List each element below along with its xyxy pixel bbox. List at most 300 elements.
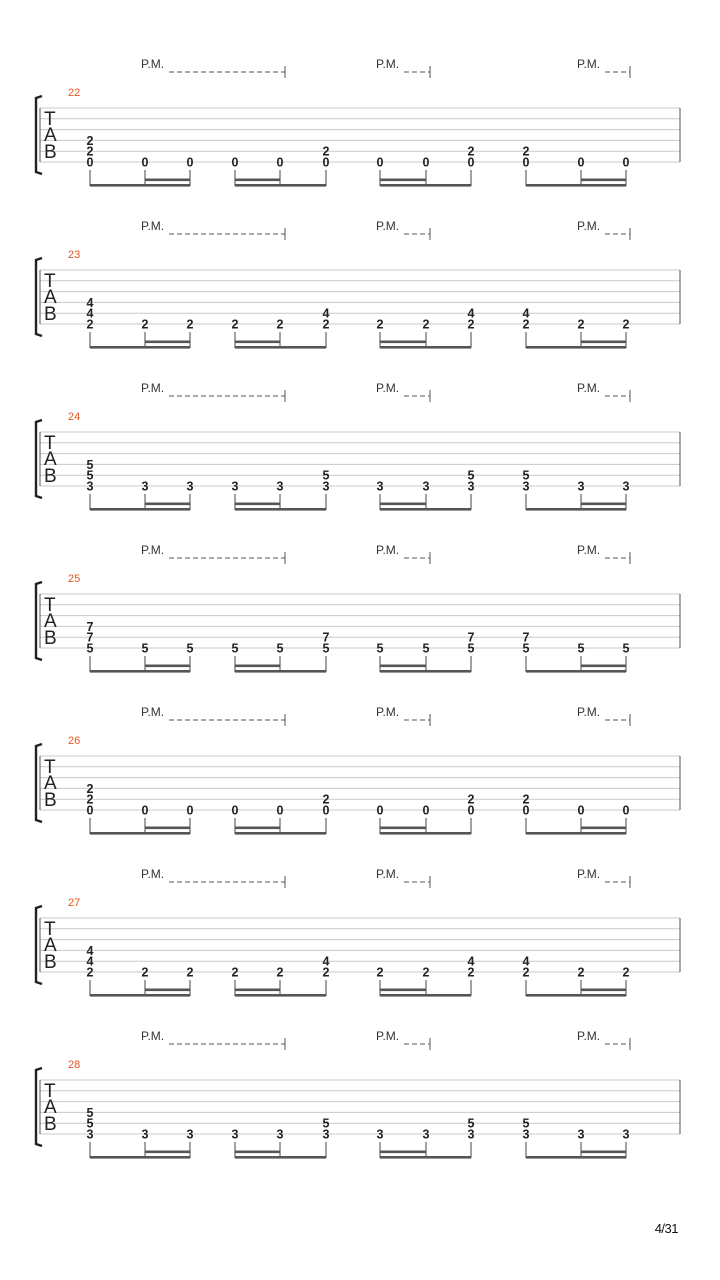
beam [526, 184, 626, 187]
fret-number: 4 [86, 943, 94, 958]
fret-number: 5 [86, 1105, 94, 1120]
tab-clef-letter: B [44, 1114, 57, 1135]
fret-number: 5 [522, 1116, 530, 1131]
sixteenth-beam [145, 503, 190, 506]
note-column [323, 145, 330, 186]
sixteenth-beam [235, 665, 280, 668]
beam [526, 832, 626, 835]
fret-number: 5 [577, 641, 585, 656]
palm-mute-label: P.M. [577, 705, 601, 719]
fret-number: 3 [141, 479, 149, 494]
palm-mute-marking [141, 219, 285, 240]
sixteenth-beam [380, 989, 426, 992]
tab-clef-letter: A [44, 773, 57, 794]
beam [526, 508, 626, 511]
note-column [623, 156, 630, 187]
note-column [87, 458, 94, 510]
fret-number: 3 [322, 479, 330, 494]
fret-number: 4 [467, 306, 475, 321]
note-column [423, 804, 430, 835]
tab-clef-letter: T [44, 595, 56, 616]
sixteenth-beam [235, 341, 280, 344]
fret-number: 2 [86, 965, 94, 980]
sixteenth-beam [581, 827, 626, 830]
fret-number: 0 [422, 803, 430, 818]
palm-mute-label: P.M. [376, 381, 400, 395]
fret-number: 0 [376, 803, 384, 818]
sixteenth-beam [380, 1151, 426, 1154]
sixteenth-beam [235, 503, 280, 506]
fret-number: 5 [422, 641, 430, 656]
note-column [323, 1117, 330, 1158]
palm-mute-label: P.M. [577, 543, 601, 557]
note-column [187, 804, 194, 835]
sixteenth-beam [145, 341, 190, 344]
beam [235, 346, 326, 349]
tab-clef-letter: T [44, 1081, 56, 1102]
fret-number: 5 [186, 641, 194, 656]
note-column [377, 1128, 384, 1159]
fret-number: 4 [467, 954, 475, 969]
fret-number: 7 [522, 630, 530, 645]
fret-number: 2 [86, 317, 94, 332]
fret-number: 5 [322, 468, 330, 483]
tab-clef-letter: B [44, 628, 57, 649]
note-column [377, 156, 384, 187]
note-column [232, 1128, 239, 1159]
fret-number: 2 [422, 317, 430, 332]
fret-number: 2 [622, 317, 630, 332]
fret-number: 2 [231, 317, 239, 332]
note-column [187, 480, 194, 511]
fret-number: 2 [276, 317, 284, 332]
fret-number: 2 [322, 144, 330, 159]
fret-number: 3 [186, 1127, 194, 1142]
fret-number: 2 [141, 965, 149, 980]
fret-number: 0 [231, 803, 239, 818]
palm-mute-label: P.M. [577, 57, 601, 71]
palm-mute-marking [141, 57, 285, 78]
tab-clef-letter: T [44, 271, 56, 292]
note-column [578, 156, 585, 187]
fret-number: 2 [467, 317, 475, 332]
note-column [187, 1128, 194, 1159]
note-column [377, 966, 384, 997]
fret-number: 4 [522, 954, 530, 969]
note-column [623, 642, 630, 673]
fret-number: 0 [276, 155, 284, 170]
note-column [377, 480, 384, 511]
palm-mute-marking [376, 543, 430, 564]
note-column [87, 944, 94, 996]
tab-clef-letter: T [44, 757, 56, 778]
note-column [277, 318, 284, 349]
note-column [232, 804, 239, 835]
sixteenth-beam [581, 989, 626, 992]
palm-mute-marking [577, 1029, 630, 1050]
palm-mute-label: P.M. [376, 705, 400, 719]
note-column [142, 156, 149, 187]
fret-number: 2 [186, 965, 194, 980]
note-column [523, 145, 530, 186]
note-column [142, 480, 149, 511]
note-column [87, 782, 94, 834]
palm-mute-label: P.M. [577, 867, 601, 881]
fret-number: 4 [522, 306, 530, 321]
tab-clef-letter: B [44, 952, 57, 973]
fret-number: 3 [522, 1127, 530, 1142]
fret-number: 5 [86, 457, 94, 472]
note-column [578, 318, 585, 349]
note-column [142, 1128, 149, 1159]
note-column [578, 1128, 585, 1159]
fret-number: 3 [141, 1127, 149, 1142]
fret-number: 5 [86, 468, 94, 483]
sixteenth-beam [145, 665, 190, 668]
note-column [377, 642, 384, 673]
note-column [277, 642, 284, 673]
note-column [277, 156, 284, 187]
note-column [323, 793, 330, 834]
note-column [523, 307, 530, 348]
fret-number: 5 [467, 641, 475, 656]
palm-mute-label: P.M. [141, 57, 165, 71]
note-column [523, 793, 530, 834]
fret-number: 2 [422, 965, 430, 980]
fret-number: 5 [522, 641, 530, 656]
fret-number: 2 [467, 792, 475, 807]
beam [526, 994, 626, 997]
fret-number: 3 [231, 1127, 239, 1142]
fret-number: 2 [577, 317, 585, 332]
fret-number: 5 [86, 1116, 94, 1131]
note-column [468, 793, 475, 834]
beam [90, 184, 190, 187]
fret-number: 5 [231, 641, 239, 656]
sixteenth-beam [235, 827, 280, 830]
palm-mute-label: P.M. [376, 219, 400, 233]
beam [380, 994, 471, 997]
palm-mute-marking [577, 57, 630, 78]
note-column [277, 804, 284, 835]
note-column [423, 156, 430, 187]
note-column [232, 966, 239, 997]
beam [235, 508, 326, 511]
sixteenth-beam [581, 1151, 626, 1154]
fret-number: 5 [276, 641, 284, 656]
fret-number: 2 [86, 781, 94, 796]
fret-number: 0 [467, 155, 475, 170]
note-column [87, 1106, 94, 1158]
beam [235, 994, 326, 997]
beam [235, 832, 326, 835]
fret-number: 0 [522, 803, 530, 818]
sixteenth-beam [380, 503, 426, 506]
sixteenth-beam [380, 665, 426, 668]
fret-number: 2 [622, 965, 630, 980]
beam [90, 346, 190, 349]
tab-clef-letter: A [44, 611, 57, 632]
palm-mute-marking [577, 219, 630, 240]
note-column [468, 469, 475, 510]
fret-number: 7 [467, 630, 475, 645]
tab-clef-letter: T [44, 433, 56, 454]
fret-number: 0 [467, 803, 475, 818]
fret-number: 3 [422, 479, 430, 494]
fret-number: 4 [86, 954, 94, 969]
fret-number: 2 [86, 144, 94, 159]
fret-number: 0 [322, 155, 330, 170]
note-column [423, 318, 430, 349]
fret-number: 2 [322, 317, 330, 332]
beam [235, 1156, 326, 1159]
fret-number: 5 [141, 641, 149, 656]
fret-number: 4 [322, 954, 330, 969]
beam [380, 670, 471, 673]
fret-number: 2 [376, 317, 384, 332]
tab-system [36, 867, 680, 997]
sixteenth-beam [235, 179, 280, 182]
fret-number: 5 [376, 641, 384, 656]
measure-number: 25 [68, 573, 81, 585]
note-column [142, 804, 149, 835]
note-column [578, 642, 585, 673]
note-column [377, 804, 384, 835]
palm-mute-marking [577, 705, 630, 726]
fret-number: 0 [186, 155, 194, 170]
page-number: 4/31 [654, 1221, 678, 1236]
note-column [142, 318, 149, 349]
palm-mute-marking [577, 381, 630, 402]
measure-number: 22 [68, 87, 81, 99]
note-column [87, 296, 94, 348]
note-column [187, 642, 194, 673]
note-column [323, 307, 330, 348]
sixteenth-beam [581, 503, 626, 506]
palm-mute-label: P.M. [577, 219, 601, 233]
note-column [87, 620, 94, 672]
palm-mute-marking [376, 705, 430, 726]
note-column [277, 480, 284, 511]
fret-number: 2 [322, 792, 330, 807]
note-column [377, 318, 384, 349]
fret-number: 7 [322, 630, 330, 645]
fret-number: 0 [141, 155, 149, 170]
palm-mute-label: P.M. [577, 1029, 601, 1043]
note-column [623, 318, 630, 349]
note-column [232, 156, 239, 187]
fret-number: 5 [322, 1116, 330, 1131]
note-column [523, 469, 530, 510]
palm-mute-marking [577, 867, 630, 888]
fret-number: 3 [577, 479, 585, 494]
fret-number: 0 [86, 155, 94, 170]
palm-mute-marking [376, 57, 430, 78]
note-column [578, 480, 585, 511]
note-column [423, 480, 430, 511]
note-column [468, 145, 475, 186]
palm-mute-label: P.M. [141, 543, 165, 557]
note-column [423, 642, 430, 673]
beam [380, 184, 471, 187]
beam [235, 184, 326, 187]
note-column [232, 318, 239, 349]
sixteenth-beam [581, 665, 626, 668]
palm-mute-label: P.M. [141, 1029, 165, 1043]
fret-number: 2 [186, 317, 194, 332]
beam [90, 832, 190, 835]
fret-number: 0 [422, 155, 430, 170]
fret-number: 0 [141, 803, 149, 818]
note-column [187, 966, 194, 997]
sixteenth-beam [380, 179, 426, 182]
fret-number: 3 [376, 479, 384, 494]
note-column [623, 966, 630, 997]
note-column [423, 966, 430, 997]
tab-clef-letter: A [44, 1097, 57, 1118]
note-column [468, 1117, 475, 1158]
tab-clef-letter: A [44, 287, 57, 308]
palm-mute-label: P.M. [141, 867, 165, 881]
tab-clef-letter: A [44, 125, 57, 146]
fret-number: 5 [467, 468, 475, 483]
fret-number: 3 [322, 1127, 330, 1142]
measure-number: 28 [68, 1059, 81, 1071]
note-column [142, 642, 149, 673]
fret-number: 0 [186, 803, 194, 818]
palm-mute-label: P.M. [376, 1029, 400, 1043]
beam [526, 346, 626, 349]
fret-number: 4 [86, 295, 94, 310]
note-column [232, 480, 239, 511]
fret-number: 2 [522, 144, 530, 159]
fret-number: 3 [522, 479, 530, 494]
note-column [277, 966, 284, 997]
note-column [468, 955, 475, 996]
note-column [578, 966, 585, 997]
fret-number: 0 [577, 803, 585, 818]
note-column [523, 1117, 530, 1158]
sixteenth-beam [581, 179, 626, 182]
palm-mute-label: P.M. [577, 381, 601, 395]
fret-number: 2 [577, 965, 585, 980]
note-column [323, 469, 330, 510]
fret-number: 3 [86, 479, 94, 494]
tab-clef-letter: A [44, 449, 57, 470]
fret-number: 0 [86, 803, 94, 818]
measure-number: 24 [68, 411, 81, 423]
fret-number: 5 [322, 641, 330, 656]
fret-number: 5 [522, 468, 530, 483]
beam [235, 670, 326, 673]
tab-system [36, 381, 680, 511]
note-column [87, 134, 94, 186]
beam [90, 1156, 190, 1159]
fret-number: 2 [276, 965, 284, 980]
sixteenth-beam [581, 341, 626, 344]
fret-number: 3 [577, 1127, 585, 1142]
note-column [578, 804, 585, 835]
note-column [142, 966, 149, 997]
fret-number: 0 [622, 155, 630, 170]
beam [380, 832, 471, 835]
fret-number: 2 [86, 792, 94, 807]
note-column [468, 307, 475, 348]
fret-number: 5 [467, 1116, 475, 1131]
fret-number: 3 [376, 1127, 384, 1142]
fret-number: 4 [322, 306, 330, 321]
note-column [323, 955, 330, 996]
note-column [523, 631, 530, 672]
note-column [623, 480, 630, 511]
palm-mute-marking [577, 543, 630, 564]
fret-number: 2 [376, 965, 384, 980]
tab-clef-letter: B [44, 466, 57, 487]
palm-mute-marking [376, 867, 430, 888]
tab-clef-letter: B [44, 304, 57, 325]
beam [380, 346, 471, 349]
fret-number: 3 [622, 479, 630, 494]
beam [526, 1156, 626, 1159]
beam [380, 1156, 471, 1159]
palm-mute-marking [141, 543, 285, 564]
palm-mute-marking [376, 381, 430, 402]
beam [90, 508, 190, 511]
palm-mute-marking [141, 705, 285, 726]
fret-number: 0 [231, 155, 239, 170]
tab-clef-letter: A [44, 935, 57, 956]
sixteenth-beam [145, 1151, 190, 1154]
palm-mute-marking [141, 867, 285, 888]
note-column [323, 631, 330, 672]
sixteenth-beam [380, 341, 426, 344]
tab-system [36, 543, 680, 673]
fret-number: 3 [467, 479, 475, 494]
sixteenth-beam [145, 179, 190, 182]
fret-number: 3 [276, 479, 284, 494]
palm-mute-label: P.M. [141, 381, 165, 395]
palm-mute-label: P.M. [141, 219, 165, 233]
tab-clef-letter: T [44, 109, 56, 130]
tab-system [36, 1029, 680, 1159]
palm-mute-marking [141, 381, 285, 402]
fret-number: 0 [322, 803, 330, 818]
sixteenth-beam [235, 989, 280, 992]
beam [90, 670, 190, 673]
fret-number: 2 [522, 317, 530, 332]
fret-number: 3 [622, 1127, 630, 1142]
fret-number: 0 [522, 155, 530, 170]
tab-system [36, 705, 680, 835]
fret-number: 7 [86, 619, 94, 634]
note-column [187, 156, 194, 187]
fret-number: 5 [622, 641, 630, 656]
fret-number: 2 [467, 965, 475, 980]
palm-mute-label: P.M. [141, 705, 165, 719]
palm-mute-label: P.M. [376, 867, 400, 881]
note-column [523, 955, 530, 996]
fret-number: 3 [276, 1127, 284, 1142]
fret-number: 5 [86, 641, 94, 656]
beam [90, 994, 190, 997]
fret-number: 2 [231, 965, 239, 980]
palm-mute-marking [141, 1029, 285, 1050]
palm-mute-label: P.M. [376, 57, 400, 71]
fret-number: 3 [231, 479, 239, 494]
sixteenth-beam [145, 989, 190, 992]
palm-mute-marking [376, 219, 430, 240]
fret-number: 7 [86, 630, 94, 645]
